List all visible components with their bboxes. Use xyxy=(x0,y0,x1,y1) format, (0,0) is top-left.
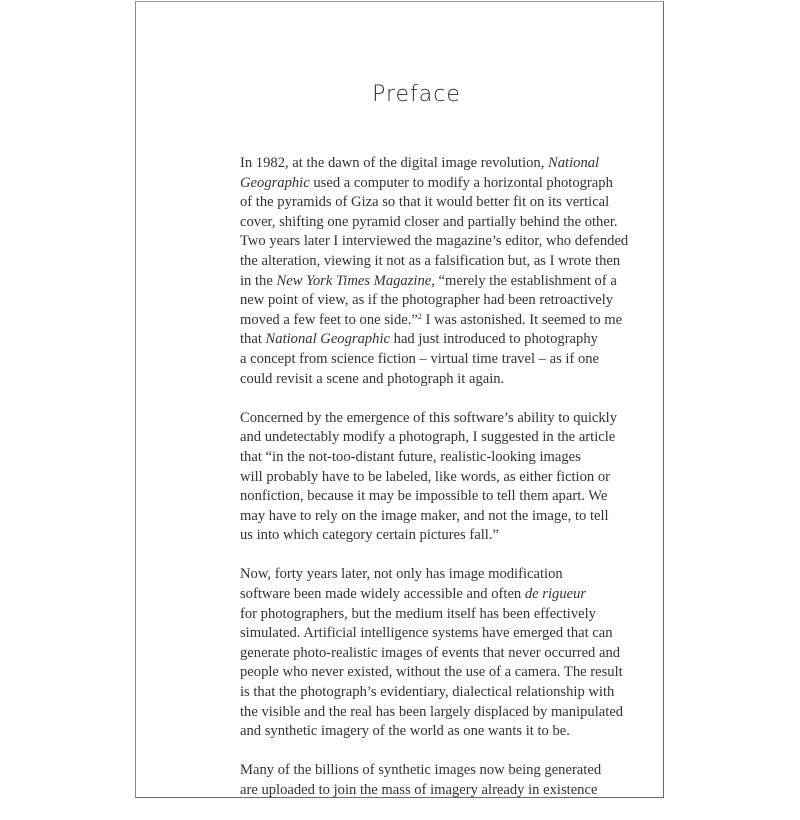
text-line xyxy=(240,663,623,683)
text-line xyxy=(240,605,596,625)
text-line xyxy=(240,624,613,644)
italic-text: National xyxy=(548,155,600,171)
text-run: nonfiction, because it may be impossible to tell them apart. We xyxy=(240,488,608,505)
text-run: new point of view, as if the photographer had been retroactively xyxy=(240,292,614,309)
text-line xyxy=(240,468,611,488)
body-text xyxy=(240,154,629,820)
text-run: of the pyramids of Giza so that it would better fit on its vertical xyxy=(240,194,610,211)
text-line xyxy=(240,409,618,429)
text-line xyxy=(240,213,618,233)
text-run: that xyxy=(240,331,266,348)
paragraph xyxy=(240,409,618,546)
text-line xyxy=(240,350,600,370)
text-run: used a computer to modify a horizontal photograph xyxy=(309,174,613,191)
text-run: In 1982, at the dawn of the digital image revolution, xyxy=(240,155,549,171)
text-line xyxy=(240,507,609,527)
text-run: people who never existed, without the use of a camera. The result xyxy=(240,664,623,681)
text-line xyxy=(240,291,614,311)
text-line xyxy=(240,722,580,742)
text-run: generate photo-realistic images of events that never occurred and xyxy=(240,644,621,661)
text-line xyxy=(240,644,621,664)
paragraph xyxy=(240,761,602,800)
text-line xyxy=(240,154,600,174)
text-run: simulated. Artificial intelligence systems have emerged that can xyxy=(240,625,613,642)
text-run: and synthetic imagery of the world as one wants it to be. xyxy=(240,723,570,740)
text-line xyxy=(240,428,616,448)
text-run: Many of the billions of synthetic images now being generated xyxy=(240,762,602,779)
text-run: us into which category certain pictures fall.” xyxy=(240,527,499,544)
text-line xyxy=(240,487,608,507)
text-run: are uploaded to join the mass of imagery already in existence xyxy=(240,782,598,798)
text-run: Now, forty years later, not only has image modification xyxy=(240,566,563,583)
text-line xyxy=(240,311,623,331)
book-page xyxy=(135,1,664,798)
text-run: will probably have to be labeled, like words, as either fiction or xyxy=(240,468,611,485)
text-run: I was astonished. It seemed to me xyxy=(421,311,623,328)
text-run: moved a few feet to one side.” xyxy=(240,311,418,328)
text-run: Two years later I interviewed the magazine’s editor, who defended xyxy=(240,233,629,250)
text-run: is that the photograph’s evidentiary, dialectical relationship with xyxy=(240,684,615,701)
text-line xyxy=(240,703,624,723)
italic-text: New York Times Magazine xyxy=(276,272,432,289)
text-line xyxy=(240,448,580,468)
text-run: that “in the not-too-distant future, realistic-looking images xyxy=(240,448,581,465)
text-run: the alteration, viewing it not as a falsification but, as I wrote then xyxy=(240,252,621,269)
text-line xyxy=(240,526,580,546)
italic-text: National Geographic xyxy=(265,331,390,348)
text-line xyxy=(240,330,598,350)
italic-text: Geographic xyxy=(240,174,310,191)
text-run: in the xyxy=(240,272,277,289)
text-run: Concerned by the emergence of this software’s ability to quickly xyxy=(240,409,618,426)
text-line xyxy=(240,193,610,213)
text-line xyxy=(240,565,580,585)
text-line xyxy=(240,585,587,605)
text-line xyxy=(240,252,621,272)
text-run: may have to rely on the image maker, and not the image, to tell xyxy=(240,507,609,524)
text-line xyxy=(240,370,580,390)
text-line xyxy=(240,781,598,801)
footnote-ref: 2 xyxy=(417,311,422,321)
text-line xyxy=(240,272,617,292)
paragraph xyxy=(240,565,624,741)
text-line xyxy=(240,174,613,194)
text-line xyxy=(240,761,602,781)
text-run: and undetectably modify a photograph, I suggested in the article xyxy=(240,429,616,446)
text-run: cover, shifting one pyramid closer and partially behind the other. xyxy=(240,213,618,230)
text-run: had just introduced to photography xyxy=(390,331,598,348)
text-run: software been made widely accessible and often xyxy=(240,586,525,603)
italic-text: de rigueur xyxy=(524,586,587,603)
paragraph xyxy=(240,154,629,389)
text-line xyxy=(240,683,615,703)
text-run: for photographers, but the medium itself has been effectively xyxy=(240,605,596,622)
chapter-title: Preface xyxy=(372,82,461,107)
text-run: , “merely the establishment of a xyxy=(431,272,617,289)
text-run: could revisit a scene and photograph it again. xyxy=(240,370,505,387)
text-run: a concept from science fiction – virtual time travel – as if one xyxy=(240,350,600,367)
text-line xyxy=(240,232,629,252)
text-run: the visible and the real has been largely displaced by manipulated xyxy=(240,703,624,720)
